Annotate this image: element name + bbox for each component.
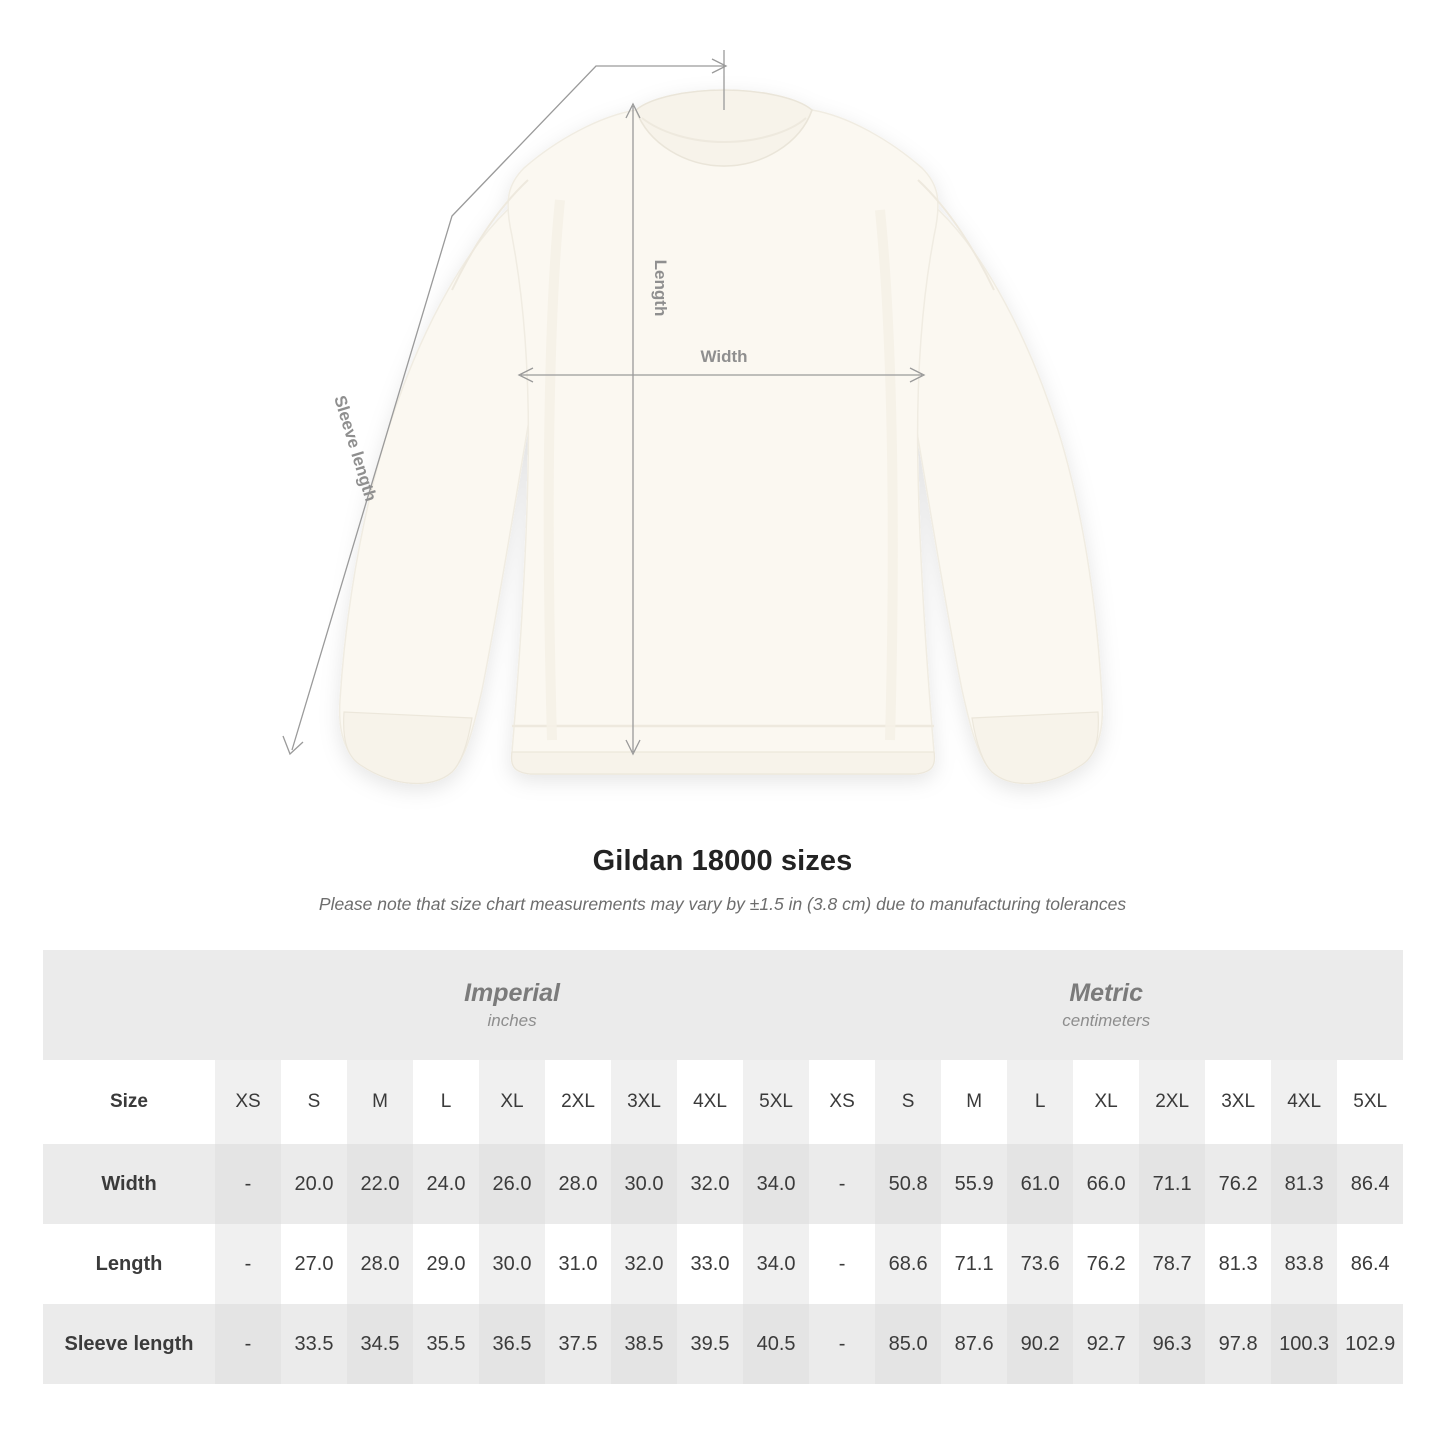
cell-sleeve-metric-3xl: 97.8: [1205, 1304, 1271, 1384]
cell-length-imperial-4xl: 33.0: [677, 1224, 743, 1304]
cell-sleeve-metric-4xl: 100.3: [1271, 1304, 1337, 1384]
cell-width-metric-l: 61.0: [1007, 1144, 1073, 1224]
header-col-imperial-s: S: [281, 1060, 347, 1144]
cell-length-imperial-l: 29.0: [413, 1224, 479, 1304]
cell-sleeve-metric-l: 90.2: [1007, 1304, 1073, 1384]
cell-width-imperial-xs: -: [215, 1144, 281, 1224]
cell-length-metric-xs: -: [809, 1224, 875, 1304]
cell-sleeve-metric-5xl: 102.9: [1337, 1304, 1403, 1384]
cell-length-imperial-3xl: 32.0: [611, 1224, 677, 1304]
cell-sleeve-imperial-xs: -: [215, 1304, 281, 1384]
cell-width-imperial-2xl: 28.0: [545, 1144, 611, 1224]
cell-sleeve-imperial-xl: 36.5: [479, 1304, 545, 1384]
cell-sleeve-metric-xs: -: [809, 1304, 875, 1384]
cell-sleeve-imperial-m: 34.5: [347, 1304, 413, 1384]
cell-width-imperial-3xl: 30.0: [611, 1144, 677, 1224]
size-header-row: [43, 1060, 1403, 1144]
cell-length-imperial-xs: -: [215, 1224, 281, 1304]
header-col-imperial-xs: XS: [215, 1060, 281, 1144]
cell-sleeve-imperial-l: 35.5: [413, 1304, 479, 1384]
label-sleeve-length: Sleeve length: [330, 393, 381, 504]
cell-width-metric-s: 50.8: [875, 1144, 941, 1224]
header-col-imperial-3xl: 3XL: [611, 1060, 677, 1144]
cell-width-metric-xl: 66.0: [1073, 1144, 1139, 1224]
header-size: Size: [43, 1060, 215, 1144]
unit-header-metric: [809, 950, 1403, 1060]
unit-header-imperial: [215, 950, 809, 1060]
unit-header-spacer: [43, 950, 215, 1060]
cell-sleeve-imperial-5xl: 40.5: [743, 1304, 809, 1384]
cell-length-imperial-2xl: 31.0: [545, 1224, 611, 1304]
cell-sleeve-imperial-3xl: 38.5: [611, 1304, 677, 1384]
cell-width-metric-2xl: 71.1: [1139, 1144, 1205, 1224]
cell-length-metric-3xl: 81.3: [1205, 1224, 1271, 1304]
unit-sub-imperial: inches: [487, 1011, 537, 1031]
cell-width-imperial-l: 24.0: [413, 1144, 479, 1224]
cell-sleeve-metric-m: 87.6: [941, 1304, 1007, 1384]
row-label-sleeve-length: Sleeve length: [43, 1304, 215, 1384]
header-col-imperial-m: M: [347, 1060, 413, 1144]
cell-sleeve-metric-s: 85.0: [875, 1304, 941, 1384]
cell-width-metric-m: 55.9: [941, 1144, 1007, 1224]
unit-name-metric: Metric: [1069, 978, 1143, 1007]
cell-length-metric-5xl: 86.4: [1337, 1224, 1403, 1304]
header-col-imperial-4xl: 4XL: [677, 1060, 743, 1144]
header-col-metric-xl: XL: [1073, 1060, 1139, 1144]
cell-width-metric-xs: -: [809, 1144, 875, 1224]
header-col-imperial-xl: XL: [479, 1060, 545, 1144]
cell-length-imperial-5xl: 34.0: [743, 1224, 809, 1304]
cell-length-metric-4xl: 83.8: [1271, 1224, 1337, 1304]
header-col-imperial-2xl: 2XL: [545, 1060, 611, 1144]
cell-length-metric-2xl: 78.7: [1139, 1224, 1205, 1304]
header-col-imperial-l: L: [413, 1060, 479, 1144]
table-row-length: [43, 1224, 1403, 1304]
table-row-width: [43, 1144, 1403, 1224]
unit-header-row: [43, 950, 1403, 1060]
header-col-metric-l: L: [1007, 1060, 1073, 1144]
table-row-sleeve-length: [43, 1304, 1403, 1384]
cell-width-imperial-xl: 26.0: [479, 1144, 545, 1224]
label-length: Length: [651, 259, 670, 317]
row-label-width: Width: [43, 1144, 215, 1224]
cell-length-imperial-s: 27.0: [281, 1224, 347, 1304]
page-title: Gildan 18000 sizes: [592, 845, 853, 877]
cell-length-metric-l: 73.6: [1007, 1224, 1073, 1304]
cell-sleeve-metric-xl: 92.7: [1073, 1304, 1139, 1384]
cell-width-imperial-m: 22.0: [347, 1144, 413, 1224]
title-block: [0, 845, 1445, 915]
header-col-metric-2xl: 2XL: [1139, 1060, 1205, 1144]
label-width: Width: [700, 347, 748, 366]
cell-width-metric-5xl: 86.4: [1337, 1144, 1403, 1224]
header-col-metric-m: M: [941, 1060, 1007, 1144]
header-col-metric-5xl: 5XL: [1337, 1060, 1403, 1144]
cell-length-metric-xl: 76.2: [1073, 1224, 1139, 1304]
cell-width-imperial-s: 20.0: [281, 1144, 347, 1224]
cell-width-metric-4xl: 81.3: [1271, 1144, 1337, 1224]
header-col-metric-xs: XS: [809, 1060, 875, 1144]
header-col-metric-3xl: 3XL: [1205, 1060, 1271, 1144]
cell-length-metric-s: 68.6: [875, 1224, 941, 1304]
header-col-metric-4xl: 4XL: [1271, 1060, 1337, 1144]
cell-sleeve-imperial-s: 33.5: [281, 1304, 347, 1384]
cell-length-metric-m: 71.1: [941, 1224, 1007, 1304]
header-col-imperial-5xl: 5XL: [743, 1060, 809, 1144]
cell-sleeve-imperial-4xl: 39.5: [677, 1304, 743, 1384]
sweatshirt-graphic: [340, 90, 1103, 783]
cell-sleeve-imperial-2xl: 37.5: [545, 1304, 611, 1384]
cell-sleeve-metric-2xl: 96.3: [1139, 1304, 1205, 1384]
row-label-length: Length: [43, 1224, 215, 1304]
unit-sub-metric: centimeters: [1062, 1011, 1151, 1031]
unit-name-imperial: Imperial: [464, 978, 560, 1007]
cell-length-imperial-m: 28.0: [347, 1224, 413, 1304]
header-col-metric-s: S: [875, 1060, 941, 1144]
tolerance-note: Please note that size chart measurements may vary by ±1.5 in (3.8 cm) due to manufacturing tolerances: [318, 894, 1127, 914]
size-table-wrapper: [43, 950, 1403, 1384]
cell-width-metric-3xl: 76.2: [1205, 1144, 1271, 1224]
cell-width-imperial-4xl: 32.0: [677, 1144, 743, 1224]
cell-width-imperial-5xl: 34.0: [743, 1144, 809, 1224]
cell-length-imperial-xl: 30.0: [479, 1224, 545, 1304]
size-table: [43, 950, 1403, 1384]
